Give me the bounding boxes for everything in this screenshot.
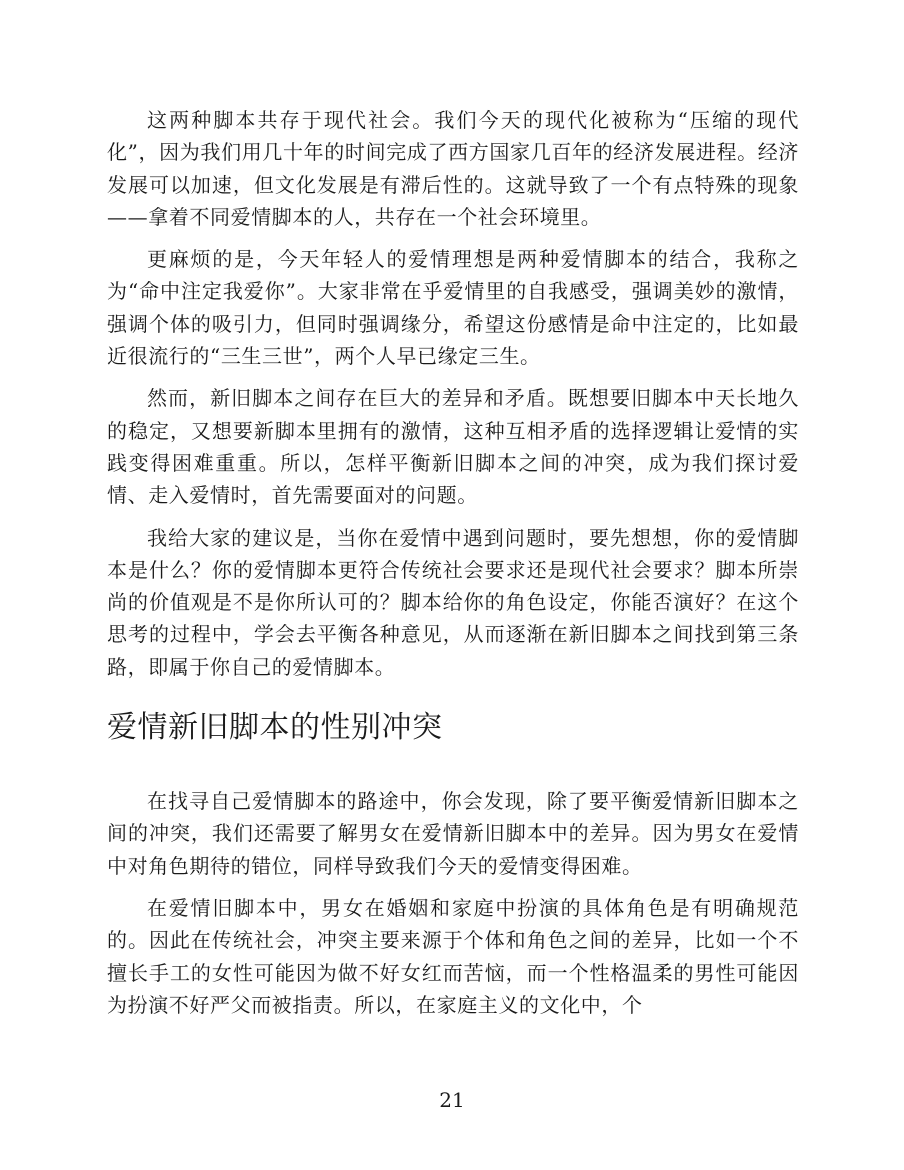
paragraph: 在爱情旧脚本中，男女在婚姻和家庭中扮演的具体角色是有明确规范的。因此在传统社会，冲突主要来源于个体和角色之间的差异，比如一个不擅长手工的女性可能因为做不好女红而苦恼，而一个性格温柔的男性可能因为扮演不好严父而被指责。所以，在家庭主义的文化中，个	[107, 895, 799, 1017]
section-heading: 爱情新旧脚本的性别冲突	[107, 710, 443, 746]
paragraph: 这两种脚本共存于现代社会。我们今天的现代化被称为“压缩的现代化”，因为我们用几十年的时间完成了西方国家几百年的经济发展进程。经济发展可以加速，但文化发展是有滞后性的。这就导致了一个有点特殊的现象——拿着不同爱情脚本的人，共存在一个社会环境里。	[107, 108, 799, 229]
paragraph: 我给大家的建议是，当你在爱情中遇到问题时，要先想想，你的爱情脚本是什么？你的爱情脚本更符合传统社会要求还是现代社会要求？脚本所崇尚的价值观是不是你所认可的？脚本给你的角色设定，你能否演好？在这个思考的过程中，学会去平衡各种意见，从而逐渐在新旧脚本之间找到第三条路，即属于你自己的爱情脚本。	[107, 525, 799, 679]
page-number: 21	[439, 1088, 465, 1112]
paragraph: 在找寻自己爱情脚本的路途中，你会发现，除了要平衡爱情新旧脚本之间的冲突，我们还需要了解男女在爱情新旧脚本中的差异。因为男女在爱情中对角色期待的错位，同样导致我们今天的爱情变得困难。	[107, 789, 799, 878]
page-body	[107, 104, 799, 1031]
paragraph: 更麻烦的是，今天年轻人的爱情理想是两种爱情脚本的结合，我称之为“命中注定我爱你”。大家非常在乎爱情里的自我感受，强调美妙的激情，强调个体的吸引力，但同时强调缘分，希望这份感情是命中注定的，比如最近很流行的“三生三世”，两个人早已缘定三生。	[107, 247, 799, 369]
paragraph: 然而，新旧脚本之间存在巨大的差异和矛盾。既想要旧脚本中天长地久的稳定，又想要新脚本里拥有的激情，这种互相矛盾的选择逻辑让爱情的实践变得困难重重。所以，怎样平衡新旧脚本之间的冲突，成为我们探讨爱情、走入爱情时，首先需要面对的问题。	[107, 386, 799, 508]
